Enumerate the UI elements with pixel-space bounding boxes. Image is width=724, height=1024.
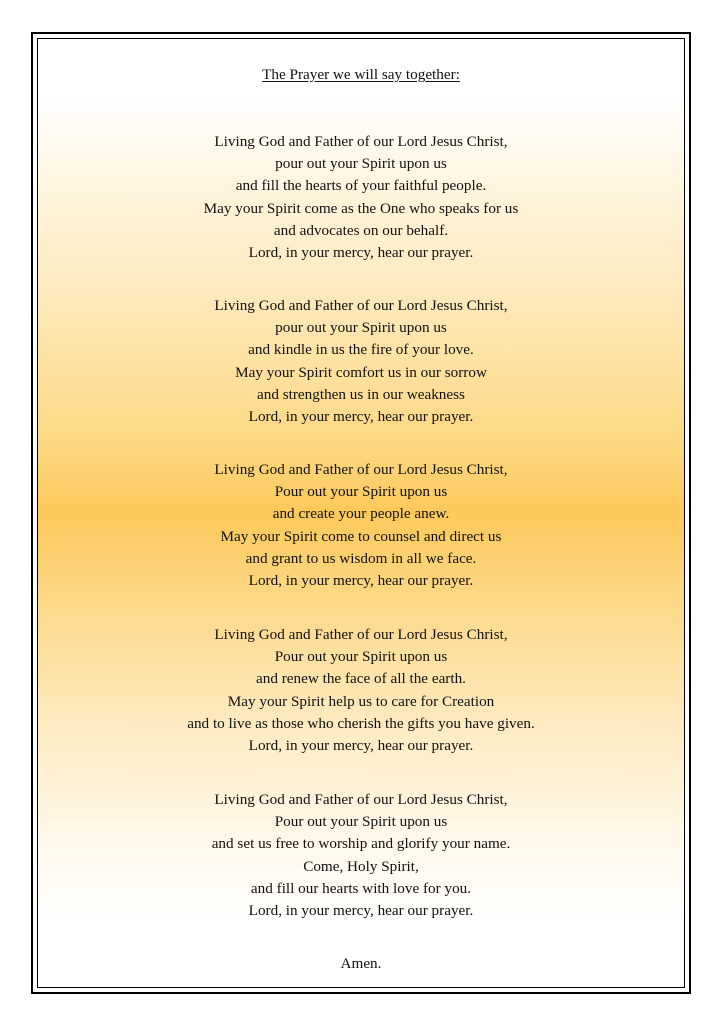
stanza-line: and advocates on our behalf.	[273, 221, 449, 239]
stanza-line: pour out your Spirit upon us	[275, 155, 447, 173]
prayer-panel	[37, 38, 685, 988]
stanza-line: and grant to us wisdom in all we face.	[245, 549, 477, 567]
stanza-response: Lord, in your mercy, hear our prayer.	[248, 244, 474, 262]
stanza-response: Lord, in your mercy, hear our prayer.	[248, 408, 474, 426]
stanza-line: Pour out your Spirit upon us	[274, 813, 448, 831]
stanza-line: May your Spirit comfort us in our sorrow	[235, 363, 487, 381]
stanza-line: Pour out your Spirit upon us	[274, 483, 448, 501]
stanza-line: Living God and Father of our Lord Jesus Christ,	[214, 297, 508, 314]
prayer-title: The Prayer we will say together:	[262, 66, 460, 83]
stanza-line: Living God and Father of our Lord Jesus Christ,	[214, 626, 508, 643]
stanza-line: May your Spirit come to counsel and direct us	[220, 527, 502, 545]
stanza-response: Lord, in your mercy, hear our prayer.	[248, 572, 474, 590]
stanza-line: Living God and Father of our Lord Jesus Christ,	[214, 461, 508, 478]
stanza-line: and create your people anew.	[272, 505, 450, 523]
stanza-line: and set us free to worship and glorify your name.	[211, 835, 511, 853]
prayer-content	[38, 39, 684, 987]
stanza-line: and fill our hearts with love for you.	[250, 879, 472, 897]
stanza-line: May your Spirit come as the One who speaks for us	[203, 199, 519, 217]
stanza-line: pour out your Spirit upon us	[275, 319, 447, 337]
stanza-line: May your Spirit help us to care for Creation	[227, 692, 495, 710]
prayer-stanza-5	[38, 789, 684, 922]
stanza-line: and to live as those who cherish the gifts you have given.	[187, 714, 535, 732]
prayer-stanza-1	[38, 131, 684, 264]
stanza-response: Lord, in your mercy, hear our prayer.	[248, 902, 474, 920]
stanza-line: and renew the face of all the earth.	[256, 670, 466, 688]
stanza-line: Living God and Father of our Lord Jesus Christ,	[214, 791, 508, 808]
stanza-line: Living God and Father of our Lord Jesus Christ,	[214, 133, 508, 150]
stanza-line: Come, Holy Spirit,	[303, 857, 419, 875]
prayer-stanza-3	[38, 459, 684, 592]
closing-amen: Amen.	[340, 955, 382, 972]
stanza-response: Lord, in your mercy, hear our prayer.	[248, 737, 474, 755]
prayer-stanza-4	[38, 624, 684, 757]
prayer-stanza-2	[38, 295, 684, 428]
stanza-line: and kindle in us the fire of your love.	[248, 341, 474, 359]
stanza-line: and strengthen us in our weakness	[257, 385, 465, 403]
stanza-line: Pour out your Spirit upon us	[274, 648, 448, 666]
stanza-line: and fill the hearts of your faithful people.	[235, 177, 487, 195]
